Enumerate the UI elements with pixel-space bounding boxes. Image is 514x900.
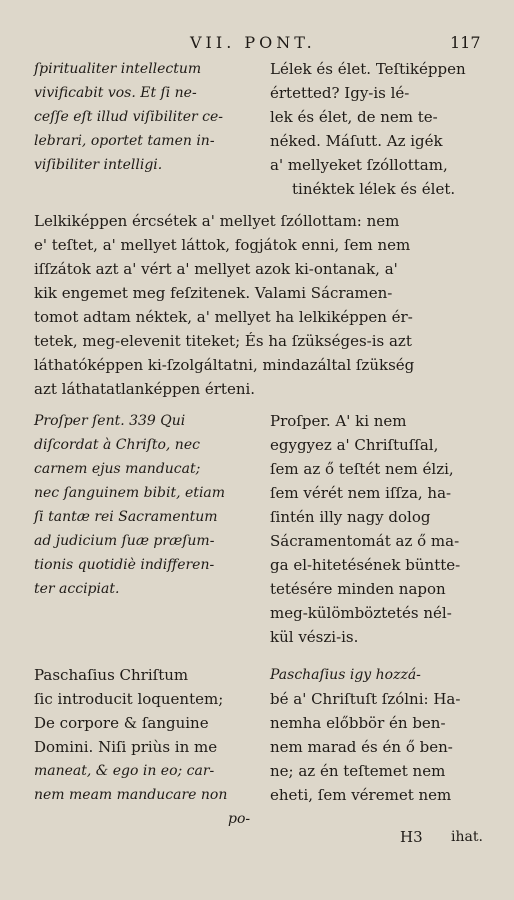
latin-line: nec ſanguinem bibit, etiam [34,485,226,501]
latin-line: Domini. Niſi priùs in me [34,738,218,756]
catchword: ihat. [451,829,483,845]
hungarian-line: néked. Máſutt. Az igék [270,132,443,150]
latin-line: Proſper ſent. 339 Qui [34,413,186,429]
hungarian-line: eheti, ſem véremet nem [270,786,452,804]
hungarian-line: Sácramentomát az ő ma- [270,532,460,550]
paragraph-line: kik engemet meg feſzitenek. Valami Sácramen- [34,284,393,302]
latin-line: ſic introducit loquentem; [34,690,224,708]
hungarian-line: meg-külömböztetés nél- [270,604,452,622]
hungarian-line: Proſper. A' ki nem [270,412,407,430]
paragraph-line: Lelkiképpen ércsétek a' mellyet ſzóllottam: nem [34,212,400,230]
latin-line: ceſſe eſt illud viſibiliter ce- [34,109,223,125]
hungarian-line: nemha előbbör én ben- [270,714,446,732]
latin-line: ſpiritualiter intellectum [34,61,202,77]
latin-line: Paschaſius Chriſtum [34,666,189,684]
paragraph-line: tomot adtam néktek, a' mellyet ha lelkiképpen ér- [34,308,413,326]
latin-line: viſibiliter intelligi. [34,157,163,173]
paragraph-line: azt láthatatlanképpen érteni. [34,380,256,398]
latin-line: maneat, & ego in eo; car- [34,763,215,779]
latin-line: diſcordat à Chriſto, nec [34,437,200,453]
hungarian-line: Lélek és élet. Teſtiképpen [270,60,466,78]
hungarian-line: tinéktek lélek és élet. [292,180,456,198]
latin-line: nem meam manducare non [34,787,228,803]
latin-line: ter accipiat. [34,581,120,597]
running-title: VII. PONT. [190,33,316,52]
hungarian-line: ga el-hitetésének büntte- [270,556,461,574]
latin-line: lebrari, oportet tamen in- [34,133,215,149]
latin-line: tionis quotidiè indifferen- [34,557,215,573]
latin-line: ſi tantæ rei Sacramentum [34,509,218,525]
latin-line: po- [228,811,251,827]
hungarian-line: bé a' Chriſtuſt ſzólni: Ha- [270,690,461,708]
latin-line: De corpore & ſanguine [34,714,209,732]
hungarian-line: Paschaſius igy hozzá- [270,667,421,683]
paragraph-line: láthatóképpen ki-ſzolgáltatni, mindazáltal ſzükség [34,356,415,374]
paragraph-line: e' teſtet, a' mellyet láttok, fogjátok enni, ſem nem [34,236,411,254]
hungarian-line: egygyez a' Chriſtuſſal, [270,436,439,454]
page-number: 117 [450,33,481,52]
latin-line: carnem ejus manducat; [34,461,201,477]
hungarian-line: ſem vérét nem iſſza, ha- [270,484,452,502]
hungarian-line: tetésére minden napon [270,580,446,598]
hungarian-line: kül vészi-is. [270,628,359,646]
signature-mark: H3 [400,828,423,846]
latin-line: ad judicium ſuæ præſum- [34,533,215,549]
hungarian-line: ne; az én teſtemet nem [270,762,446,780]
hungarian-line: a' mellyeket ſzóllottam, [270,156,448,174]
hungarian-line: ſem az ő teſtét nem élzi, [270,460,454,478]
hungarian-line: értetted? Igy-is lé- [270,84,410,102]
paragraph-line: tetek, meg-elevenit titeket; És ha ſzükséges-is azt [34,332,412,350]
hungarian-line: nem marad és én ő ben- [270,738,453,756]
hungarian-line: lek és élet, de nem te- [270,108,438,126]
hungarian-line: ſintén illy nagy dolog [270,508,431,526]
paragraph-line: iſſzátok azt a' vért a' mellyet azok ki-ontanak, a' [34,260,398,278]
latin-line: vivificabit vos. Et ſi ne- [34,85,197,101]
